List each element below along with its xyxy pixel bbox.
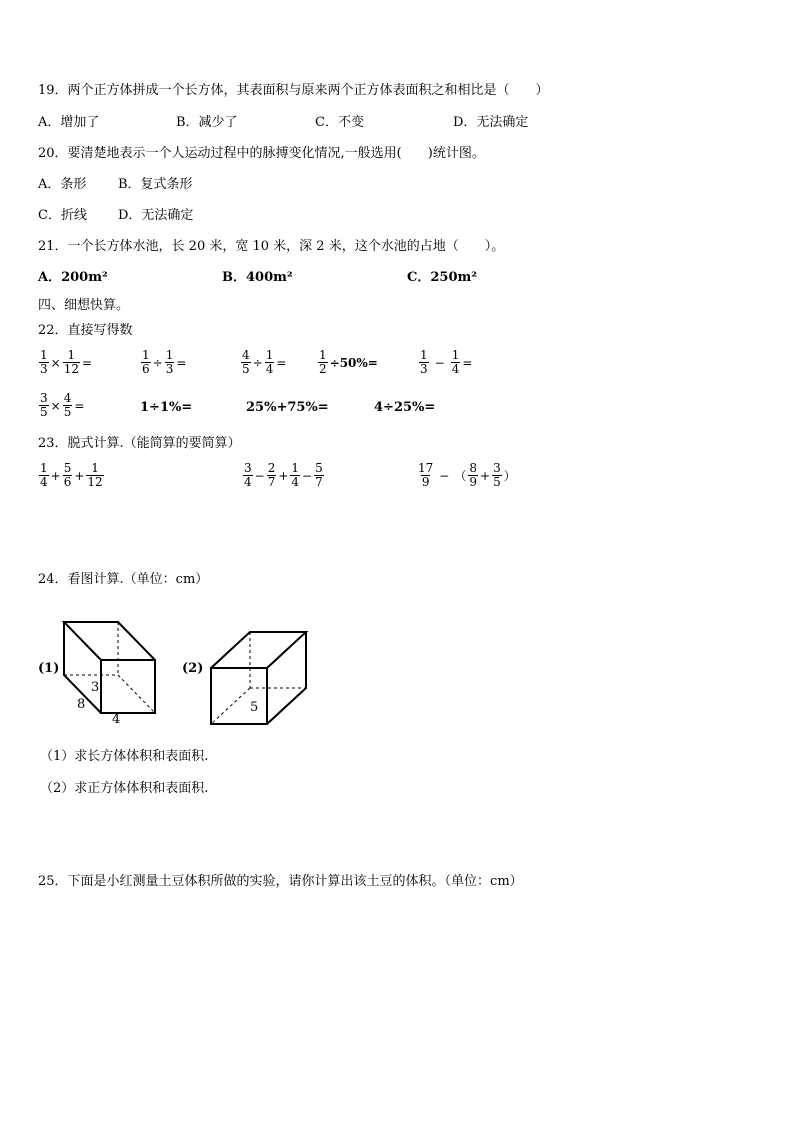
fraction: $\frac{1}{4}$: [265, 348, 274, 376]
q22-expr-2: $\frac{1}{6}$ ÷ $\frac{1}{3}$ =: [142, 348, 187, 376]
q21-option-a[interactable]: A．200m²: [38, 270, 108, 285]
q21-option-b[interactable]: B．400m²: [222, 270, 293, 285]
fraction: $\frac{1}{4}$: [40, 461, 48, 489]
fraction: $\frac{1}{12}$: [87, 461, 103, 489]
fraction: $\frac{4}{5}$: [242, 348, 250, 376]
q20-option-a[interactable]: A．条形: [38, 177, 87, 192]
fraction: $\frac{1}{4}$: [451, 348, 460, 376]
fraction: $\frac{1}{3}$: [165, 348, 174, 376]
q23-expr-1: $\frac{1}{4}$ + $\frac{5}{6}$ + $\frac{1}{12}$: [40, 461, 103, 489]
fraction: $\frac{1}{12}$: [63, 348, 79, 376]
q19-option-c[interactable]: C．不变: [315, 115, 364, 130]
cube-edge-label: 5: [250, 700, 259, 715]
fraction: $\frac{1}{4}$: [291, 461, 300, 489]
q24-sub-2: （2）求正方体体积和表面积.: [40, 781, 209, 796]
fraction: $\frac{5}{7}$: [315, 461, 323, 489]
question-20: 20．要清楚地表示一个人运动过程中的脉搏变化情况,一般选用( )统计图。: [38, 146, 485, 161]
fraction: $\frac{3}{4}$: [244, 461, 252, 489]
q22-expr-5: $\frac{1}{3}$ − $\frac{1}{4}$ =: [420, 348, 473, 376]
q22-expr-3: $\frac{4}{5}$ ÷ $\frac{1}{4}$ =: [242, 348, 287, 376]
q23-expr-2: $\frac{3}{4}$ − $\frac{2}{7}$ + $\frac{1}{4}$ − $\frac{5}{7}$: [244, 461, 323, 489]
cuboid-length-label: 4: [112, 712, 121, 727]
figure-1-label: (1): [38, 661, 60, 676]
question-19: 19．两个正方体拼成一个长方体，其表面积与原来两个正方体表面积之和相比是（ ）: [38, 83, 549, 98]
fraction: $\frac{3}{5}$: [493, 461, 501, 489]
question-23: 23．脱式计算.（能简算的要简算）: [38, 436, 241, 451]
fraction: $\frac{5}{6}$: [63, 461, 72, 489]
question-25: 25．下面是小红测量土豆体积所做的实验，请你计算出该土豆的体积。（单位：cm）: [38, 874, 523, 889]
q22-expr-8: 25%+75%=: [246, 400, 329, 415]
question-24: 24．看图计算.（单位：cm）: [38, 572, 209, 587]
q23-expr-3: $\frac{17}{9}$ − （ $\frac{8}{9}$ + $\frac{3}{5}$ ）: [418, 461, 516, 489]
cuboid-height-label: 3: [91, 680, 100, 695]
q24-sub-1: （1）求长方体体积和表面积.: [40, 749, 209, 764]
q20-option-c[interactable]: C．折线: [38, 208, 87, 223]
fraction: $\frac{1}{6}$: [142, 348, 150, 376]
fraction: $\frac{4}{5}$: [63, 391, 72, 419]
question-22: 22．直接写得数: [38, 323, 133, 338]
fraction: $\frac{2}{7}$: [267, 461, 276, 489]
q22-expr-6: $\frac{3}{5}$ × $\frac{4}{5}$ =: [40, 391, 85, 419]
q19-option-b[interactable]: B．减少了: [176, 115, 238, 130]
fraction: $\frac{1}{2}$: [319, 348, 327, 376]
q19-option-a[interactable]: A．增加了: [38, 115, 100, 130]
q21-option-c[interactable]: C．250m²: [407, 270, 477, 285]
figure-2-label: (2): [182, 661, 204, 676]
q19-option-d[interactable]: D．无法确定: [453, 115, 529, 130]
cuboid-width-label: 8: [77, 697, 86, 712]
fraction: $\frac{17}{9}$: [418, 461, 434, 489]
q22-expr-1: $\frac{1}{3}$ × $\frac{1}{12}$ =: [40, 348, 93, 376]
q20-option-b[interactable]: B．复式条形: [118, 177, 193, 192]
q22-expr-9: 4÷25%=: [374, 400, 436, 415]
fraction: $\frac{8}{9}$: [469, 461, 477, 489]
fraction: $\frac{1}{3}$: [420, 348, 428, 376]
q22-expr-7: 1÷1%=: [140, 400, 193, 415]
section-4-title: 四、细想快算。: [38, 298, 130, 313]
q22-expr-4: $\frac{1}{2}$ ÷50%=: [319, 348, 378, 376]
fraction: $\frac{1}{3}$: [40, 348, 48, 376]
fraction: $\frac{3}{5}$: [40, 391, 48, 419]
q20-option-d[interactable]: D．无法确定: [118, 208, 194, 223]
question-21: 21．一个长方体水池，长 20 米，宽 10 米，深 2 米，这个水池的占地（ ）。: [38, 239, 505, 254]
